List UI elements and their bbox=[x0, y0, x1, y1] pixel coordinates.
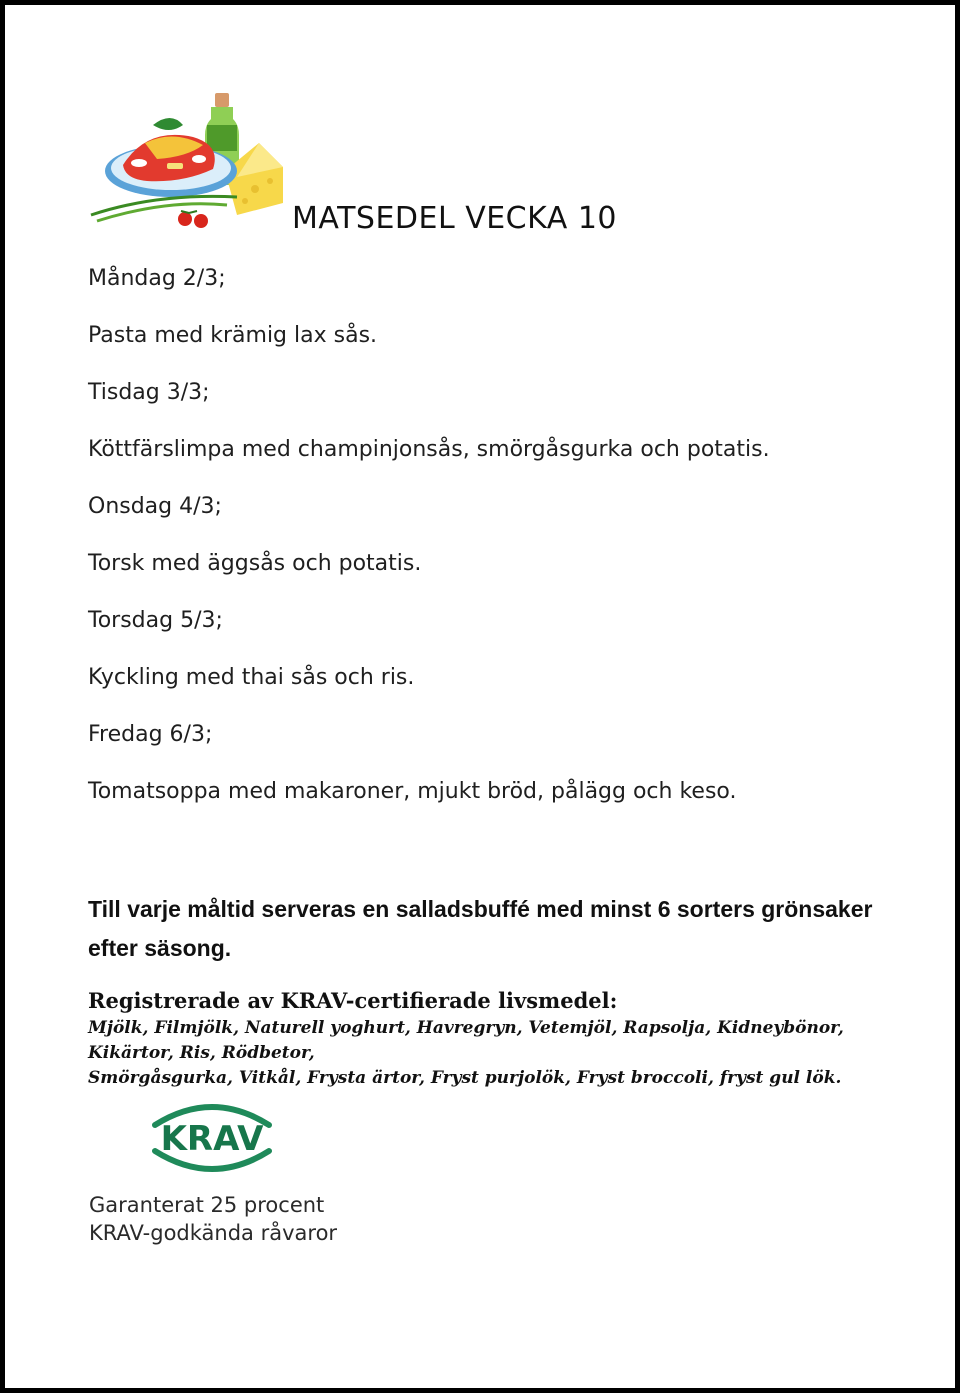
dish-monday: Pasta med krämig lax sås. bbox=[88, 323, 378, 348]
day-wednesday: Onsdag 4/3; bbox=[88, 494, 222, 519]
day-tuesday: Tisdag 3/3; bbox=[88, 380, 210, 405]
krav-logo-icon bbox=[147, 1095, 277, 1177]
krav-list-line-2: Kikärtor, Ris, Rödbetor, bbox=[88, 1043, 315, 1063]
krav-caption bbox=[89, 1191, 337, 1247]
dish-thursday: Kyckling med thai sås och ris. bbox=[88, 665, 415, 690]
krav-logo-text: KRAV bbox=[160, 1119, 264, 1159]
page-title: MATSEDEL VECKA 10 bbox=[292, 201, 618, 236]
krav-caption-line-1: Garanterat 25 procent bbox=[89, 1193, 325, 1217]
krav-caption-line-2: KRAV-godkända råvaror bbox=[89, 1221, 338, 1245]
food-illustration-icon bbox=[87, 85, 287, 235]
krav-products bbox=[88, 987, 928, 1090]
day-friday: Fredag 6/3; bbox=[88, 722, 213, 747]
krav-heading: Registrerade av KRAV-certifierade livsmedel: bbox=[88, 988, 618, 1013]
krav-list-line-3: Smörgåsgurka, Vitkål, Frysta ärtor, Fryst purjolök, Fryst broccoli, fryst gul lök. bbox=[88, 1068, 842, 1088]
weekly-menu bbox=[88, 265, 908, 835]
salad-buffet-note: Till varje måltid serveras en salladsbuffé med minst 6 sorters grönsaker efter säsong. bbox=[88, 896, 873, 961]
dish-tuesday: Köttfärslimpa med champinjonsås, smörgåsgurka och potatis. bbox=[88, 437, 770, 462]
krav-list-line-1: Mjölk, Filmjölk, Naturell yoghurt, Havregryn, Vetemjöl, Rapsolja, Kidneybönor, bbox=[88, 1018, 844, 1038]
day-monday: Måndag 2/3; bbox=[88, 266, 226, 291]
dish-friday: Tomatsoppa med makaroner, mjukt bröd, pålägg och keso. bbox=[88, 779, 737, 804]
dish-wednesday: Torsk med äggsås och potatis. bbox=[88, 551, 422, 576]
day-thursday: Torsdag 5/3; bbox=[88, 608, 223, 633]
